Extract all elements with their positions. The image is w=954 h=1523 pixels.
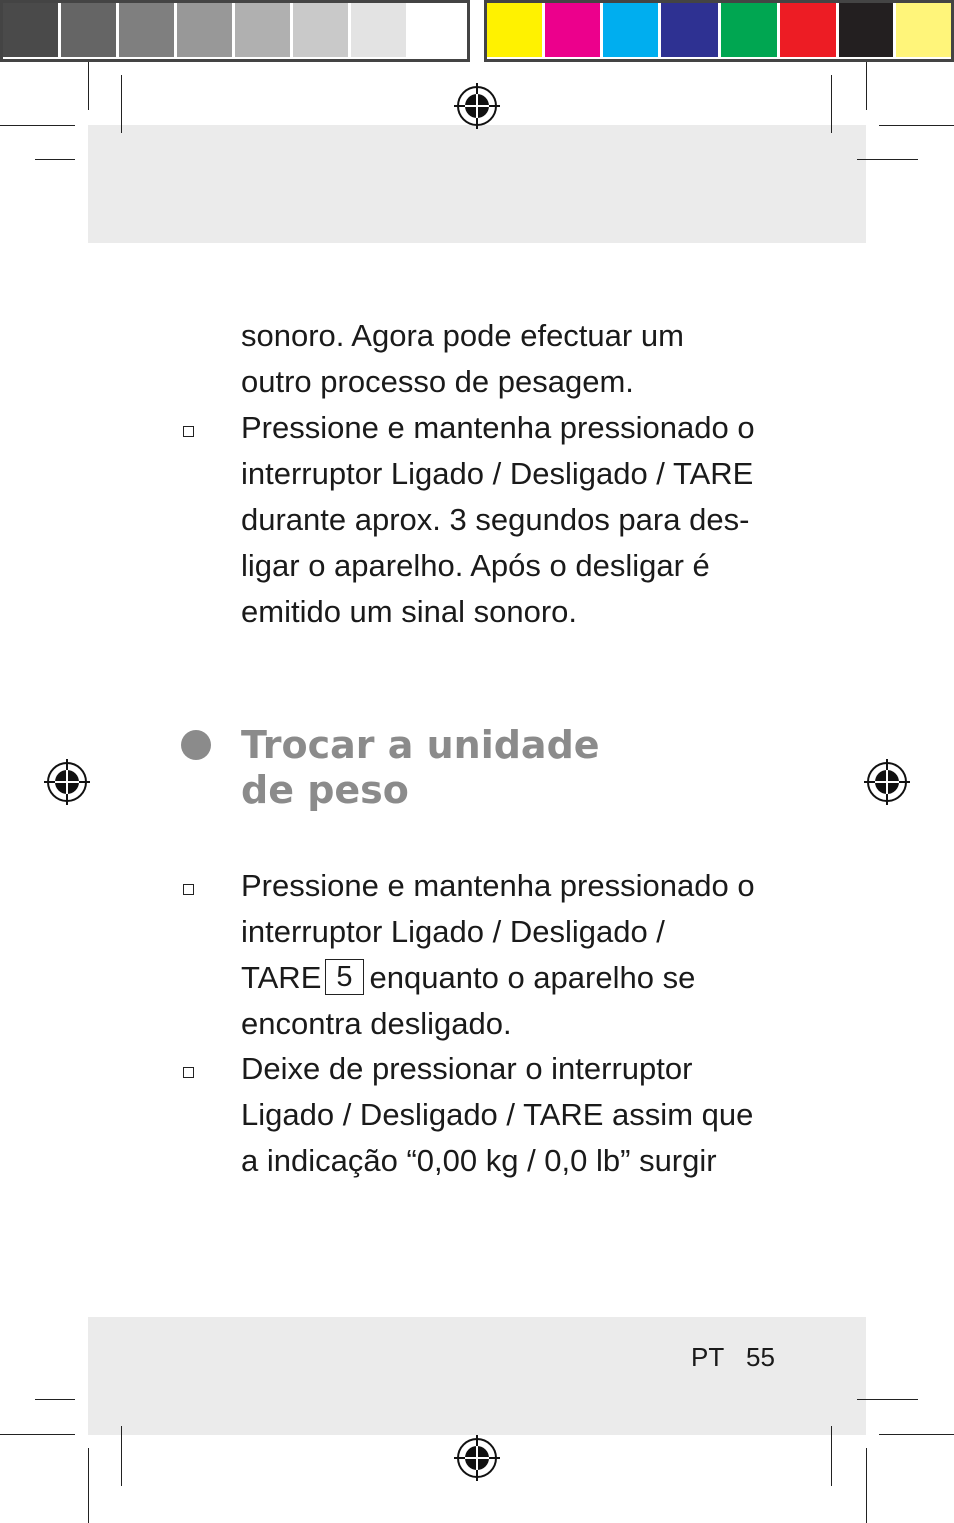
text-line: Deixe de pressionar o interruptor bbox=[241, 1051, 693, 1086]
crop-mark bbox=[879, 1434, 954, 1435]
crop-mark bbox=[831, 75, 832, 133]
crop-mark bbox=[857, 159, 918, 160]
green-swatch bbox=[721, 3, 777, 57]
instruction-step bbox=[241, 405, 801, 635]
crop-mark bbox=[121, 75, 122, 133]
blue-swatch bbox=[661, 3, 718, 57]
color-calibration-bar bbox=[0, 0, 954, 62]
gray-swatch bbox=[409, 3, 467, 57]
gray-swatch bbox=[235, 3, 290, 57]
gray-swatch bbox=[177, 3, 232, 57]
page-number: 55 bbox=[746, 1342, 775, 1372]
yellow-swatch bbox=[487, 3, 542, 57]
crop-mark bbox=[857, 1399, 918, 1400]
text-line: Ligado / Desligado / TARE assim que bbox=[241, 1097, 754, 1132]
crop-mark bbox=[0, 1434, 75, 1435]
cyan-swatch bbox=[603, 3, 658, 57]
text-line: outro processo de pesagem. bbox=[241, 364, 634, 399]
text-line: sonoro. Agora pode efectuar um bbox=[241, 318, 684, 353]
gray-swatch bbox=[293, 3, 348, 57]
text-line: ligar o aparelho. Após o desligar é bbox=[241, 548, 710, 583]
text-line: interruptor Ligado / Desligado / bbox=[241, 914, 665, 949]
crop-mark bbox=[831, 1426, 832, 1486]
checkbox-bullet-icon bbox=[183, 1067, 194, 1078]
gray-swatch bbox=[3, 3, 58, 57]
footer-language: PT bbox=[691, 1342, 725, 1372]
gray-swatch bbox=[61, 3, 116, 57]
light-yellow-swatch bbox=[896, 3, 951, 57]
registration-mark-icon bbox=[42, 757, 92, 807]
registration-mark-icon bbox=[452, 1433, 502, 1483]
crop-mark bbox=[88, 62, 89, 110]
registration-mark-icon bbox=[862, 757, 912, 807]
footer-band bbox=[88, 1317, 866, 1435]
continuation-paragraph bbox=[241, 313, 801, 405]
red-swatch bbox=[780, 3, 836, 57]
crop-mark bbox=[35, 159, 75, 160]
text-line: emitido um sinal sonoro. bbox=[241, 594, 577, 629]
crop-mark bbox=[879, 125, 954, 126]
crop-mark bbox=[866, 62, 867, 110]
text-fragment: enquanto o aparelho se bbox=[369, 960, 696, 995]
text-line: durante aprox. 3 segundos para des- bbox=[241, 502, 750, 537]
black-swatch bbox=[839, 3, 893, 57]
text-line: interruptor Ligado / Desligado / TARE bbox=[241, 456, 754, 491]
instruction-step bbox=[241, 863, 801, 1047]
crop-mark bbox=[0, 125, 75, 126]
header-band bbox=[88, 125, 866, 243]
checkbox-bullet-icon bbox=[183, 426, 194, 437]
text-line bbox=[241, 955, 801, 1001]
heading-bullet-icon bbox=[181, 730, 211, 760]
crop-mark bbox=[121, 1426, 122, 1486]
crop-mark bbox=[35, 1399, 75, 1400]
gray-swatch bbox=[119, 3, 174, 57]
registration-mark-icon bbox=[452, 81, 502, 131]
instruction-step bbox=[241, 1046, 801, 1184]
gray-swatch bbox=[351, 3, 406, 57]
magenta-swatch bbox=[545, 3, 600, 57]
checkbox-bullet-icon bbox=[183, 884, 194, 895]
text-line: encontra desligado. bbox=[241, 1006, 512, 1041]
section-heading bbox=[241, 723, 600, 813]
heading-line: de peso bbox=[241, 768, 409, 812]
reference-number: 5 bbox=[325, 959, 363, 995]
text-line: a indicação “0,00 kg / 0,0 lb” surgir bbox=[241, 1143, 717, 1178]
crop-mark bbox=[866, 1448, 867, 1523]
text-fragment: TARE bbox=[241, 960, 322, 995]
heading-line: Trocar a unidade bbox=[241, 723, 600, 767]
text-line: Pressione e mantenha pressionado o bbox=[241, 410, 755, 445]
text-line: Pressione e mantenha pressionado o bbox=[241, 868, 755, 903]
crop-mark bbox=[88, 1448, 89, 1523]
